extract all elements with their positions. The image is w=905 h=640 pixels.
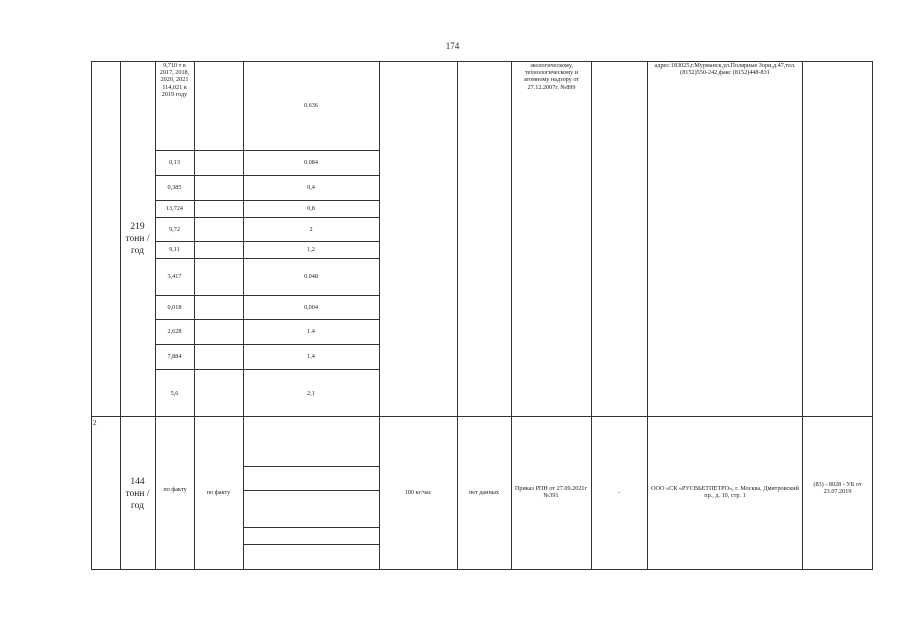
row2-volume: 100 кг/час (404, 489, 432, 496)
sub-left-cell: 2,628 (167, 328, 182, 335)
page-number: 174 (445, 41, 460, 51)
row1-total: 219 тонн /год (125, 222, 150, 256)
sub-right-cell: 0.084 (304, 159, 318, 166)
sub-left-cell: 0,385 (167, 184, 182, 191)
sub-left-cell: 9,72 (169, 226, 180, 233)
sub-left-cell: 3,417 (167, 273, 182, 280)
row1-document: экологическому, технологическому и атомному надзору от 27.12.2007г. №899 (523, 62, 580, 91)
sub-left-cell: 9,11 (169, 246, 180, 253)
row2-company: ООО «СК «РУСВЬЕТПЕТРО», г. Москва, Дмитровский пр., д. 10, стр. 1 (651, 485, 799, 500)
row1-first-cell: 9,710 т в 2017, 2018, 2020, 2021 114,021 в 2019 году (159, 62, 190, 98)
row2-number: 2 (93, 419, 97, 427)
sub-left-cell: 13,724 (165, 205, 183, 212)
sub-left-cell: 0,13 (169, 159, 180, 166)
sub-right-cell: 2,1 (307, 390, 315, 397)
row2-license: (83) - 8028 - УБ от 23.07.2019 (813, 481, 862, 496)
sub-left-cell: 5,6 (170, 390, 179, 397)
sub-right-cell: 1.4 (307, 328, 315, 335)
sub-right-cell: 0,8 (307, 205, 315, 212)
sub-right-cell: 0,004 (304, 304, 318, 311)
row2-actual-1: по факту (163, 486, 187, 493)
row2-order: Приказ РПН от 27.09.2021г №391 (514, 485, 588, 500)
row2-total: 144 тонн /год (125, 477, 150, 511)
row1-address: адрес:183025,г.Мурманск,ул.Полярные Зори,д.47,тел.(8152)550-242,факс (8152)448-831 (654, 62, 796, 77)
row2-actual-2: по факту (206, 489, 231, 496)
row2-dash: - (617, 489, 621, 496)
sub-right-cell: 0.048 (304, 273, 318, 280)
sub-left-cell: 0,018 (167, 304, 182, 311)
row1-first-value: 0.636 (304, 102, 318, 109)
sub-left-cell: 7,884 (167, 353, 182, 360)
sub-right-cell: 1,2 (307, 246, 315, 253)
sub-right-cell: 2 (309, 226, 313, 233)
row2-no-data: нет данных (468, 489, 500, 496)
sub-right-cell: 0,4 (307, 184, 315, 191)
sub-right-cell: 1,4 (307, 353, 315, 360)
